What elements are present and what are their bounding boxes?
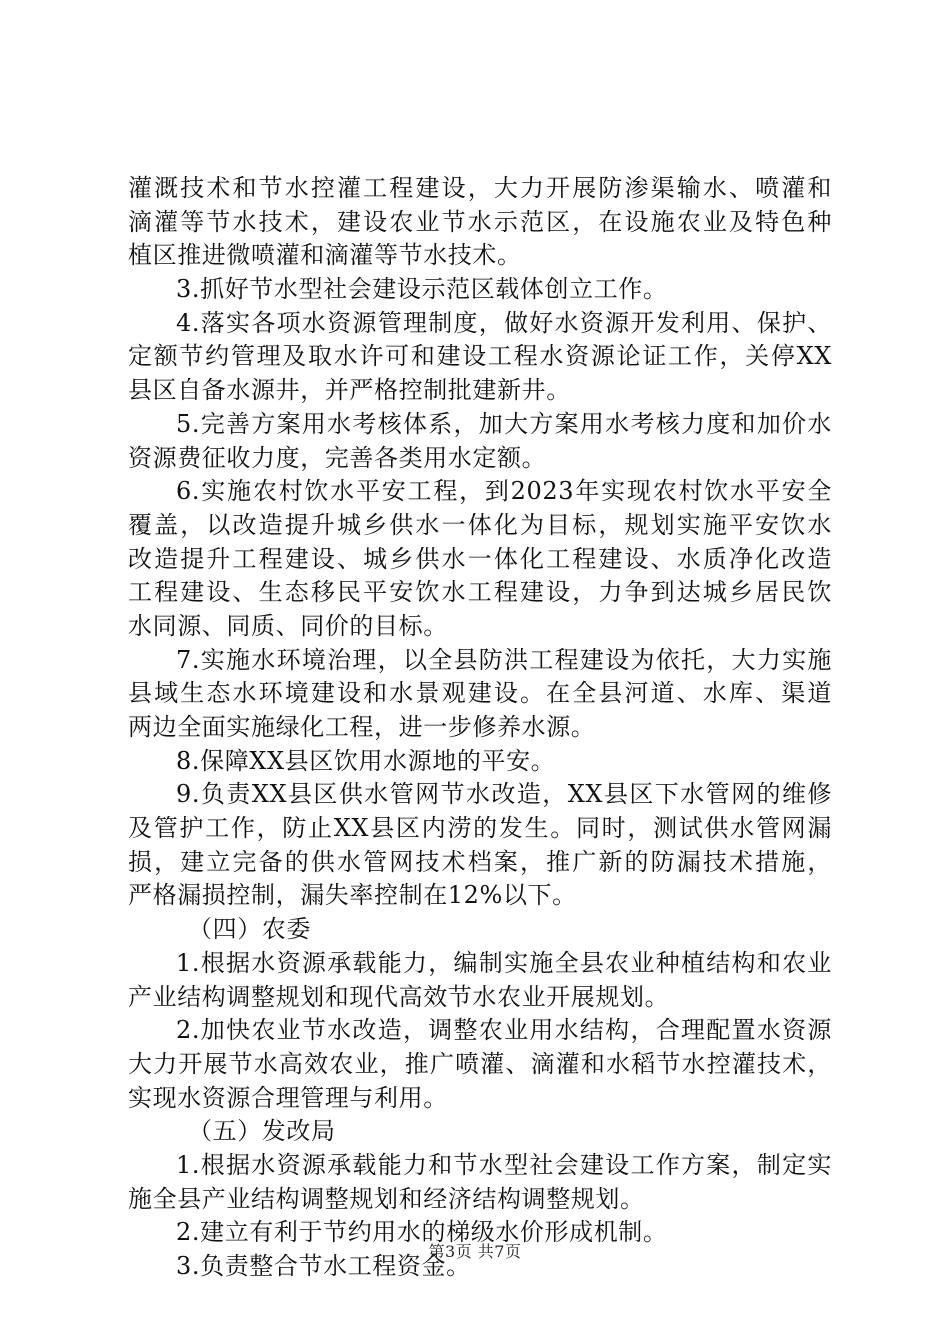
text-line: 两边全面实施绿化工程，进一步修养水源。	[128, 713, 596, 741]
text-line: 覆盖，以改造提升城乡供水一体化为目标，规划实施平安饮水	[128, 510, 832, 539]
text-line: 严格漏损控制，漏失率控制在12%以下。	[128, 881, 577, 910]
text-line: 滴灌等节水技术，建设农业节水示范区，在设施农业及特色种	[128, 207, 832, 236]
text-line: 2.加快农业节水改造，调整农业用水结构，合理配置水资源	[176, 1016, 832, 1045]
text-line: 县域生态水环境建设和水景观建设。在全县河道、水库、渠道	[128, 679, 832, 708]
text-line: 植区推进微喷灌和滴灌等节水技术。	[128, 241, 522, 270]
text-line: 损，建立完备的供水管网技术档案，推广新的防漏技术措施，	[128, 847, 832, 876]
text-line: 2.建立有利于节约用水的梯级水价形成机制。	[176, 1218, 668, 1247]
text-line: 9.负责XX县区供水管网节水改造，XX县区下水管网的维修	[176, 780, 832, 809]
text-line: 大力开展节水高效农业，推广喷灌、滴灌和水稻节水控灌技术，	[128, 1049, 832, 1078]
text-line: 县区自备水源井，并严格控制批建新井。	[128, 376, 571, 405]
text-line: 3.负责整合节水工程资金。	[176, 1252, 471, 1280]
text-line: 水同源、同质、同价的目标。	[128, 611, 448, 640]
text-line: 1.根据水资源承载能力，编制实施全县农业种植结构和农业	[176, 948, 832, 977]
text-line: （五）发改局	[188, 1117, 336, 1146]
text-line: 及管护工作，防止XX县区内涝的发生。同时，测试供水管网漏	[128, 814, 832, 843]
text-line: 1.根据水资源承载能力和节水型社会建设工作方案，制定实	[176, 1150, 832, 1179]
text-line: 8.保障XX县区饮用水源地的平安。	[176, 746, 556, 775]
text-line: 资源费征收力度，完善各类用水定额。	[128, 443, 547, 472]
text-line: 改造提升工程建设、城乡供水一体化工程建设、水质净化改造	[128, 544, 832, 573]
text-line: 5.完善方案用水考核体系，加大方案用水考核力度和加价水	[176, 409, 832, 438]
text-line: 7.实施水环境治理，以全县防洪工程建设为依托，大力实施	[176, 645, 832, 674]
text-line: 6.实施农村饮水平安工程，到2023年实现农村饮水平安全	[176, 477, 832, 506]
text-line: （四）农委	[188, 915, 311, 944]
text-line: 实现水资源合理管理与利用。	[128, 1083, 448, 1112]
text-line: 产业结构调整规划和现代高效节水农业开展规划。	[128, 982, 670, 1011]
text-line: 施全县产业结构调整规划和经济结构调整规划。	[128, 1184, 645, 1213]
document-body	[128, 172, 832, 1284]
text-line: 定额节约管理及取水许可和建设工程水资源论证工作，关停XX	[128, 342, 832, 371]
text-line: 4.落实各项水资源管理制度，做好水资源开发利用、保护、	[176, 308, 832, 337]
text-line: 灌溉技术和节水控灌工程建设，大力开展防渗渠输水、喷灌和	[128, 174, 832, 202]
page-footer: 第3页 共7页	[428, 1242, 522, 1261]
text-line: 3.抓好节水型社会建设示范区载体创立工作。	[176, 275, 668, 304]
text-line: 工程建设、生态移民平安饮水工程建设，力争到达城乡居民饮	[128, 578, 832, 607]
